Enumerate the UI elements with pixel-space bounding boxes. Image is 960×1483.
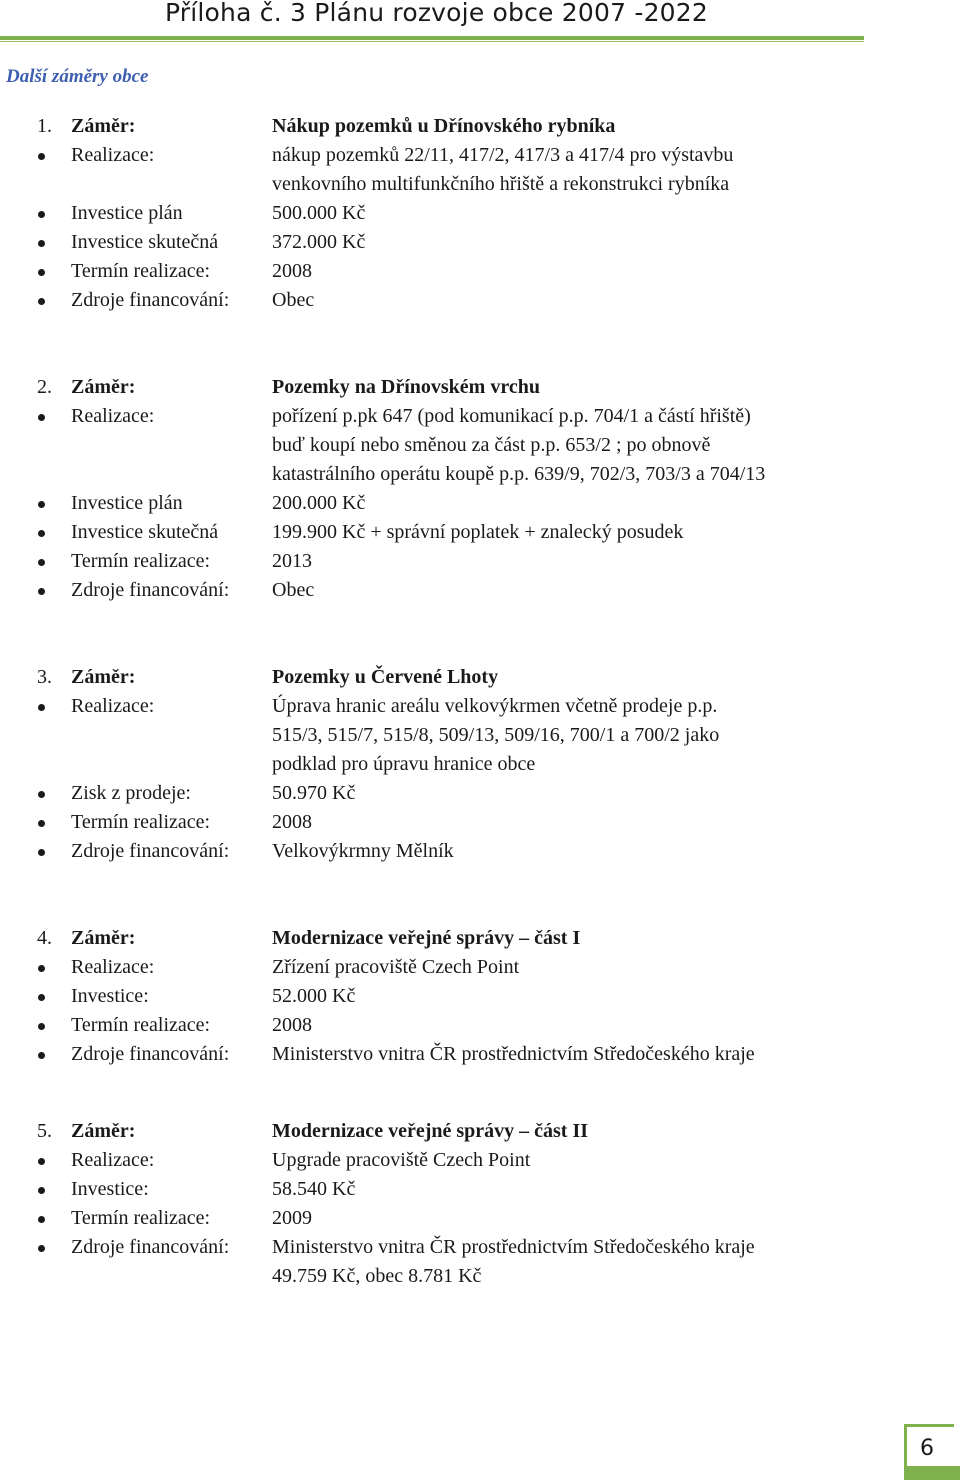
detail-label: Investice:: [71, 1178, 149, 1200]
plan-item-title: Nákup pozemků u Dřínovského rybníka: [272, 115, 616, 137]
plan-item-detail-row: [0, 779, 960, 808]
plan-item-detail-continuation: [0, 170, 960, 199]
plan-item-detail-row: [0, 1146, 960, 1175]
bullet-icon: [38, 994, 45, 1001]
plan-item-detail-continuation: [0, 431, 960, 460]
plan-item-heading: [0, 1117, 960, 1146]
detail-value: 199.900 Kč + správní poplatek + znalecký posudek: [272, 521, 684, 543]
detail-label: Realizace:: [71, 1149, 155, 1171]
detail-value: Ministerstvo vnitra ČR prostřednictvím Středočeského kraje: [272, 1236, 755, 1258]
plan-item-label: Záměr:: [71, 666, 136, 688]
detail-value: nákup pozemků 22/11, 417/2, 417/3 a 417/4 pro výstavbu: [272, 144, 734, 166]
page-header-title: Příloha č. 3 Plánu rozvoje obce 2007 -2022: [164, 0, 708, 27]
plan-item-number: 3.: [37, 666, 52, 688]
detail-label: Zdroje financování:: [71, 1043, 230, 1065]
plan-item-detail-row: [0, 692, 960, 721]
plan-item-detail-row: [0, 953, 960, 982]
detail-label: Termín realizace:: [71, 260, 211, 282]
detail-value: 2013: [272, 550, 312, 572]
detail-value: 372.000 Kč: [272, 231, 366, 253]
page-number: 6: [920, 1436, 934, 1461]
plan-item-detail-row: [0, 1011, 960, 1040]
detail-value: Upgrade pracoviště Czech Point: [272, 1149, 531, 1171]
plan-item-detail-continuation: [0, 721, 960, 750]
detail-value: venkovního multifunkčního hřiště a rekonstrukci rybníka: [272, 173, 730, 195]
plan-item-detail-row: [0, 518, 960, 547]
detail-label: Realizace:: [71, 144, 155, 166]
detail-label: Realizace:: [71, 405, 155, 427]
detail-value: 50.970 Kč: [272, 782, 356, 804]
bullet-icon: [38, 269, 45, 276]
bullet-icon: [38, 1245, 45, 1252]
detail-value: Zřízení pracoviště Czech Point: [272, 956, 520, 978]
plan-item-title: Pozemky na Dřínovském vrchu: [272, 376, 540, 398]
detail-value: 500.000 Kč: [272, 202, 366, 224]
plan-item-label: Záměr:: [71, 115, 136, 137]
plan-item-number: 2.: [37, 376, 52, 398]
plan-item-detail-row: [0, 228, 960, 257]
plan-item-detail-row: [0, 489, 960, 518]
bullet-icon: [38, 588, 45, 595]
bullet-icon: [38, 530, 45, 537]
plan-item-title: Modernizace veřejné správy – část I: [272, 927, 581, 949]
bullet-icon: [38, 1216, 45, 1223]
plan-item-label: Záměr:: [71, 376, 136, 398]
section-title: Další záměry obce: [6, 66, 149, 87]
page-number-bar: [904, 1466, 960, 1480]
plan-item-detail-row: [0, 402, 960, 431]
detail-value: 515/3, 515/7, 515/8, 509/13, 509/16, 700/1 a 700/2 jako: [272, 724, 720, 746]
detail-label: Termín realizace:: [71, 811, 211, 833]
detail-value: podklad pro úpravu hranice obce: [272, 753, 536, 775]
detail-value: 58.540 Kč: [272, 1178, 356, 1200]
detail-label: Investice skutečná: [71, 231, 219, 253]
detail-value: 2008: [272, 260, 312, 282]
detail-label: Termín realizace:: [71, 1014, 211, 1036]
plan-item-heading: [0, 924, 960, 953]
detail-value: 200.000 Kč: [272, 492, 366, 514]
plan-item-detail-continuation: [0, 1262, 960, 1291]
bullet-icon: [38, 240, 45, 247]
detail-value: 2008: [272, 811, 312, 833]
detail-value: pořízení p.pk 647 (pod komunikací p.p. 704/1 a částí hřiště): [272, 405, 751, 427]
detail-value: katastrálního operátu koupě p.p. 639/9, 702/3, 703/3 a 704/13: [272, 463, 766, 485]
plan-item-title: Modernizace veřejné správy – část II: [272, 1120, 589, 1142]
plan-item-heading: [0, 663, 960, 692]
plan-item-detail-row: [0, 257, 960, 286]
plan-item-detail-row: [0, 547, 960, 576]
detail-value: Velkovýkrmny Mělník: [272, 840, 454, 862]
header-rule-thin: [0, 41, 864, 42]
bullet-icon: [38, 965, 45, 972]
header-rule: [0, 36, 864, 40]
plan-item-number: 1.: [37, 115, 52, 137]
bullet-icon: [38, 1187, 45, 1194]
bullet-icon: [38, 1023, 45, 1030]
plan-item-label: Záměr:: [71, 927, 136, 949]
detail-label: Zisk z prodeje:: [71, 782, 191, 804]
bullet-icon: [38, 559, 45, 566]
detail-label: Termín realizace:: [71, 550, 211, 572]
plan-item-label: Záměr:: [71, 1120, 136, 1142]
detail-value: 2009: [272, 1207, 312, 1229]
detail-value: 49.759 Kč, obec 8.781 Kč: [272, 1265, 482, 1287]
plan-item-detail-row: [0, 199, 960, 228]
plan-item-detail-row: [0, 1175, 960, 1204]
plan-item-title: Pozemky u Červené Lhoty: [272, 666, 499, 688]
plan-item-detail-row: [0, 141, 960, 170]
detail-value: Ministerstvo vnitra ČR prostřednictvím Středočeského kraje: [272, 1043, 755, 1065]
bullet-icon: [38, 791, 45, 798]
detail-label: Investice plán: [71, 202, 183, 224]
detail-value: Obec: [272, 579, 315, 601]
detail-value: Obec: [272, 289, 315, 311]
plan-item-heading: [0, 373, 960, 402]
bullet-icon: [38, 820, 45, 827]
detail-label: Zdroje financování:: [71, 579, 230, 601]
detail-value: buď koupí nebo směnou za část p.p. 653/2 ; po obnově: [272, 434, 711, 456]
bullet-icon: [38, 211, 45, 218]
bullet-icon: [38, 1052, 45, 1059]
plan-item-detail-continuation: [0, 460, 960, 489]
plan-item-number: 5.: [37, 1120, 52, 1142]
detail-label: Realizace:: [71, 956, 155, 978]
detail-label: Termín realizace:: [71, 1207, 211, 1229]
plan-item-detail-row: [0, 576, 960, 605]
bullet-icon: [38, 704, 45, 711]
detail-label: Realizace:: [71, 695, 155, 717]
bullet-icon: [38, 849, 45, 856]
bullet-icon: [38, 298, 45, 305]
plan-item-number: 4.: [37, 927, 52, 949]
detail-value: Úprava hranic areálu velkovýkrmen včetně prodeje p.p.: [272, 695, 718, 717]
plan-item-detail-row: [0, 1204, 960, 1233]
plan-item-heading: [0, 112, 960, 141]
detail-value: 52.000 Kč: [272, 985, 356, 1007]
detail-label: Zdroje financování:: [71, 289, 230, 311]
detail-label: Zdroje financování:: [71, 840, 230, 862]
bullet-icon: [38, 501, 45, 508]
plan-item-detail-row: [0, 1040, 960, 1069]
bullet-icon: [38, 1158, 45, 1165]
plan-item-detail-row: [0, 1233, 960, 1262]
plan-item-detail-row: [0, 286, 960, 315]
bullet-icon: [38, 153, 45, 160]
bullet-icon: [38, 414, 45, 421]
detail-label: Investice skutečná: [71, 521, 219, 543]
detail-value: 2008: [272, 1014, 312, 1036]
plan-item-detail-row: [0, 982, 960, 1011]
plan-item-detail-row: [0, 808, 960, 837]
detail-label: Investice:: [71, 985, 149, 1007]
plan-item-detail-row: [0, 837, 960, 866]
detail-label: Investice plán: [71, 492, 183, 514]
detail-label: Zdroje financování:: [71, 1236, 230, 1258]
plan-item-detail-continuation: [0, 750, 960, 779]
